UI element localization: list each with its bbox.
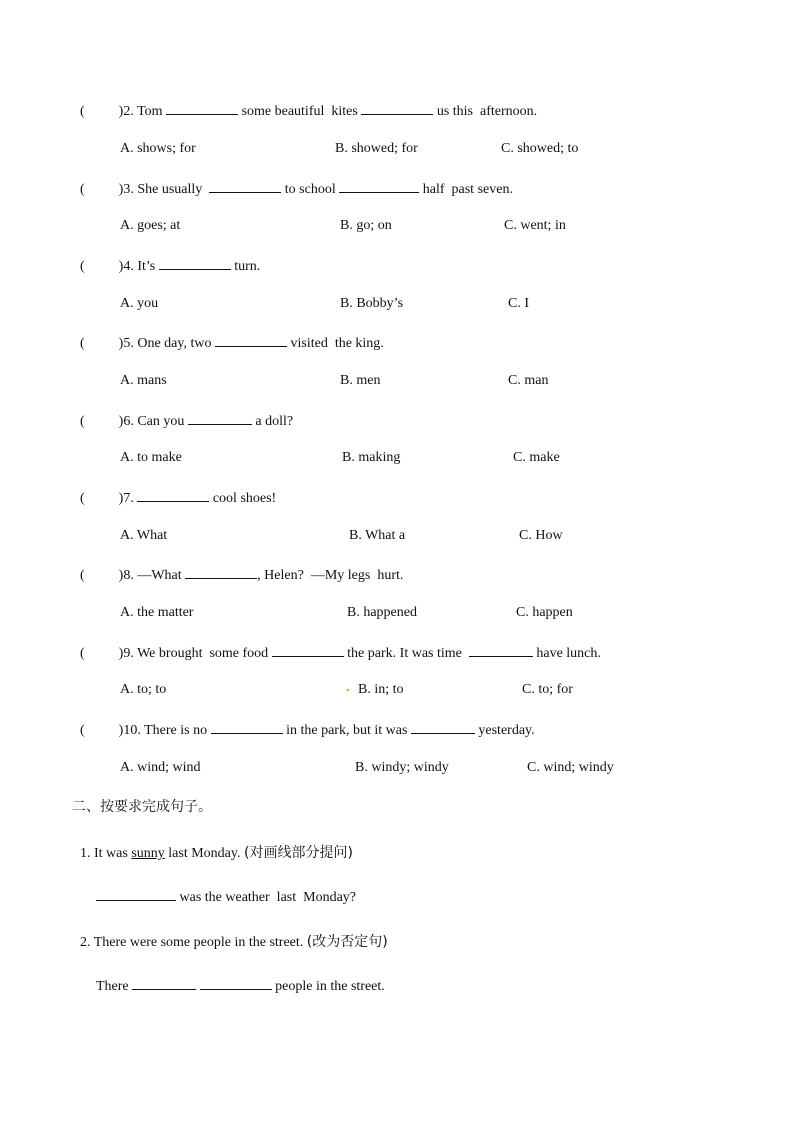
option-b: B. What a — [349, 528, 406, 543]
option-c: C. wind; windy — [527, 760, 614, 775]
option-c: C. make — [513, 450, 560, 465]
option-a: A. the matter — [120, 605, 194, 620]
answer-blank[interactable] — [200, 977, 272, 990]
answer-line-2: There people in the street. — [96, 979, 385, 994]
answer-blank[interactable] — [159, 257, 231, 270]
question-3: ( )3. She usually to school half past seven. — [80, 182, 513, 197]
option-b: B. Bobby’s — [340, 296, 404, 311]
answer-line-1: was the weather last Monday? — [96, 888, 356, 907]
option-a: A. What — [120, 528, 168, 543]
sentence-2: 2. There were some people in the street. (改为否定句) — [80, 934, 388, 950]
option-c: C. I — [508, 296, 529, 311]
option-c: C. showed; to — [501, 141, 579, 156]
question-7: ( )7. cool shoes! — [80, 491, 277, 506]
option-a: A. goes; at — [120, 218, 181, 233]
option-a: A. mans — [120, 373, 167, 388]
answer-blank[interactable] — [211, 721, 283, 734]
section-heading: 二、按要求完成句子。 — [72, 799, 212, 815]
instruction: (改为否定句) — [306, 934, 388, 950]
option-b: B. happened — [347, 605, 417, 620]
option-b: B. men — [340, 373, 381, 388]
option-b: B. in; to — [358, 682, 404, 697]
answer-blank[interactable] — [188, 412, 252, 425]
option-b: B. go; on — [340, 218, 392, 233]
question-6: ( )6. Can you a doll? — [80, 414, 294, 429]
option-b: B. making — [342, 450, 401, 465]
option-a: A. wind; wind — [120, 760, 201, 775]
question-10: ( )10. There is no in the park, but it was yesterday. — [80, 723, 535, 738]
answer-blank[interactable] — [272, 644, 344, 657]
option-c: C. How — [519, 528, 563, 543]
answer-blank[interactable] — [411, 721, 475, 734]
question-9: ( )9. We brought some food the park. It was time have lunch. — [80, 646, 601, 661]
option-b: B. showed; for — [335, 141, 418, 156]
sentence-1: 1. It was sunny last Monday. (对画线部分提问) — [80, 845, 353, 861]
answer-blank[interactable] — [215, 334, 287, 347]
answer-blank[interactable] — [96, 888, 176, 901]
answer-blank[interactable] — [137, 489, 209, 502]
instruction: (对画线部分提问) — [243, 845, 353, 861]
answer-blank[interactable] — [361, 102, 433, 115]
answer-blank[interactable] — [132, 977, 196, 990]
question-2: ( )2. Tom some beautiful kites us this afternoon. — [80, 104, 538, 119]
answer-blank[interactable] — [209, 180, 281, 193]
option-c: C. man — [508, 373, 549, 388]
option-a: A. to make — [120, 450, 182, 465]
option-c: C. to; for — [522, 682, 573, 697]
question-4: ( )4. It’s turn. — [80, 259, 261, 274]
answer-blank[interactable] — [166, 102, 238, 115]
orange-dot-marker: . — [346, 680, 350, 695]
answer-blank[interactable] — [469, 644, 533, 657]
question-5: ( )5. One day, two visited the king. — [80, 336, 384, 351]
answer-blank[interactable] — [185, 566, 257, 579]
option-c: C. happen — [516, 605, 573, 620]
question-8: ( )8. —What , Helen? —My legs hurt. — [80, 568, 404, 583]
option-b: B. windy; windy — [355, 760, 449, 775]
option-a: A. to; to — [120, 682, 167, 697]
option-a: A. shows; for — [120, 141, 196, 156]
answer-blank[interactable] — [339, 180, 419, 193]
underlined-word: sunny — [131, 846, 165, 861]
option-c: C. went; in — [504, 218, 566, 233]
option-a: A. you — [120, 296, 159, 311]
